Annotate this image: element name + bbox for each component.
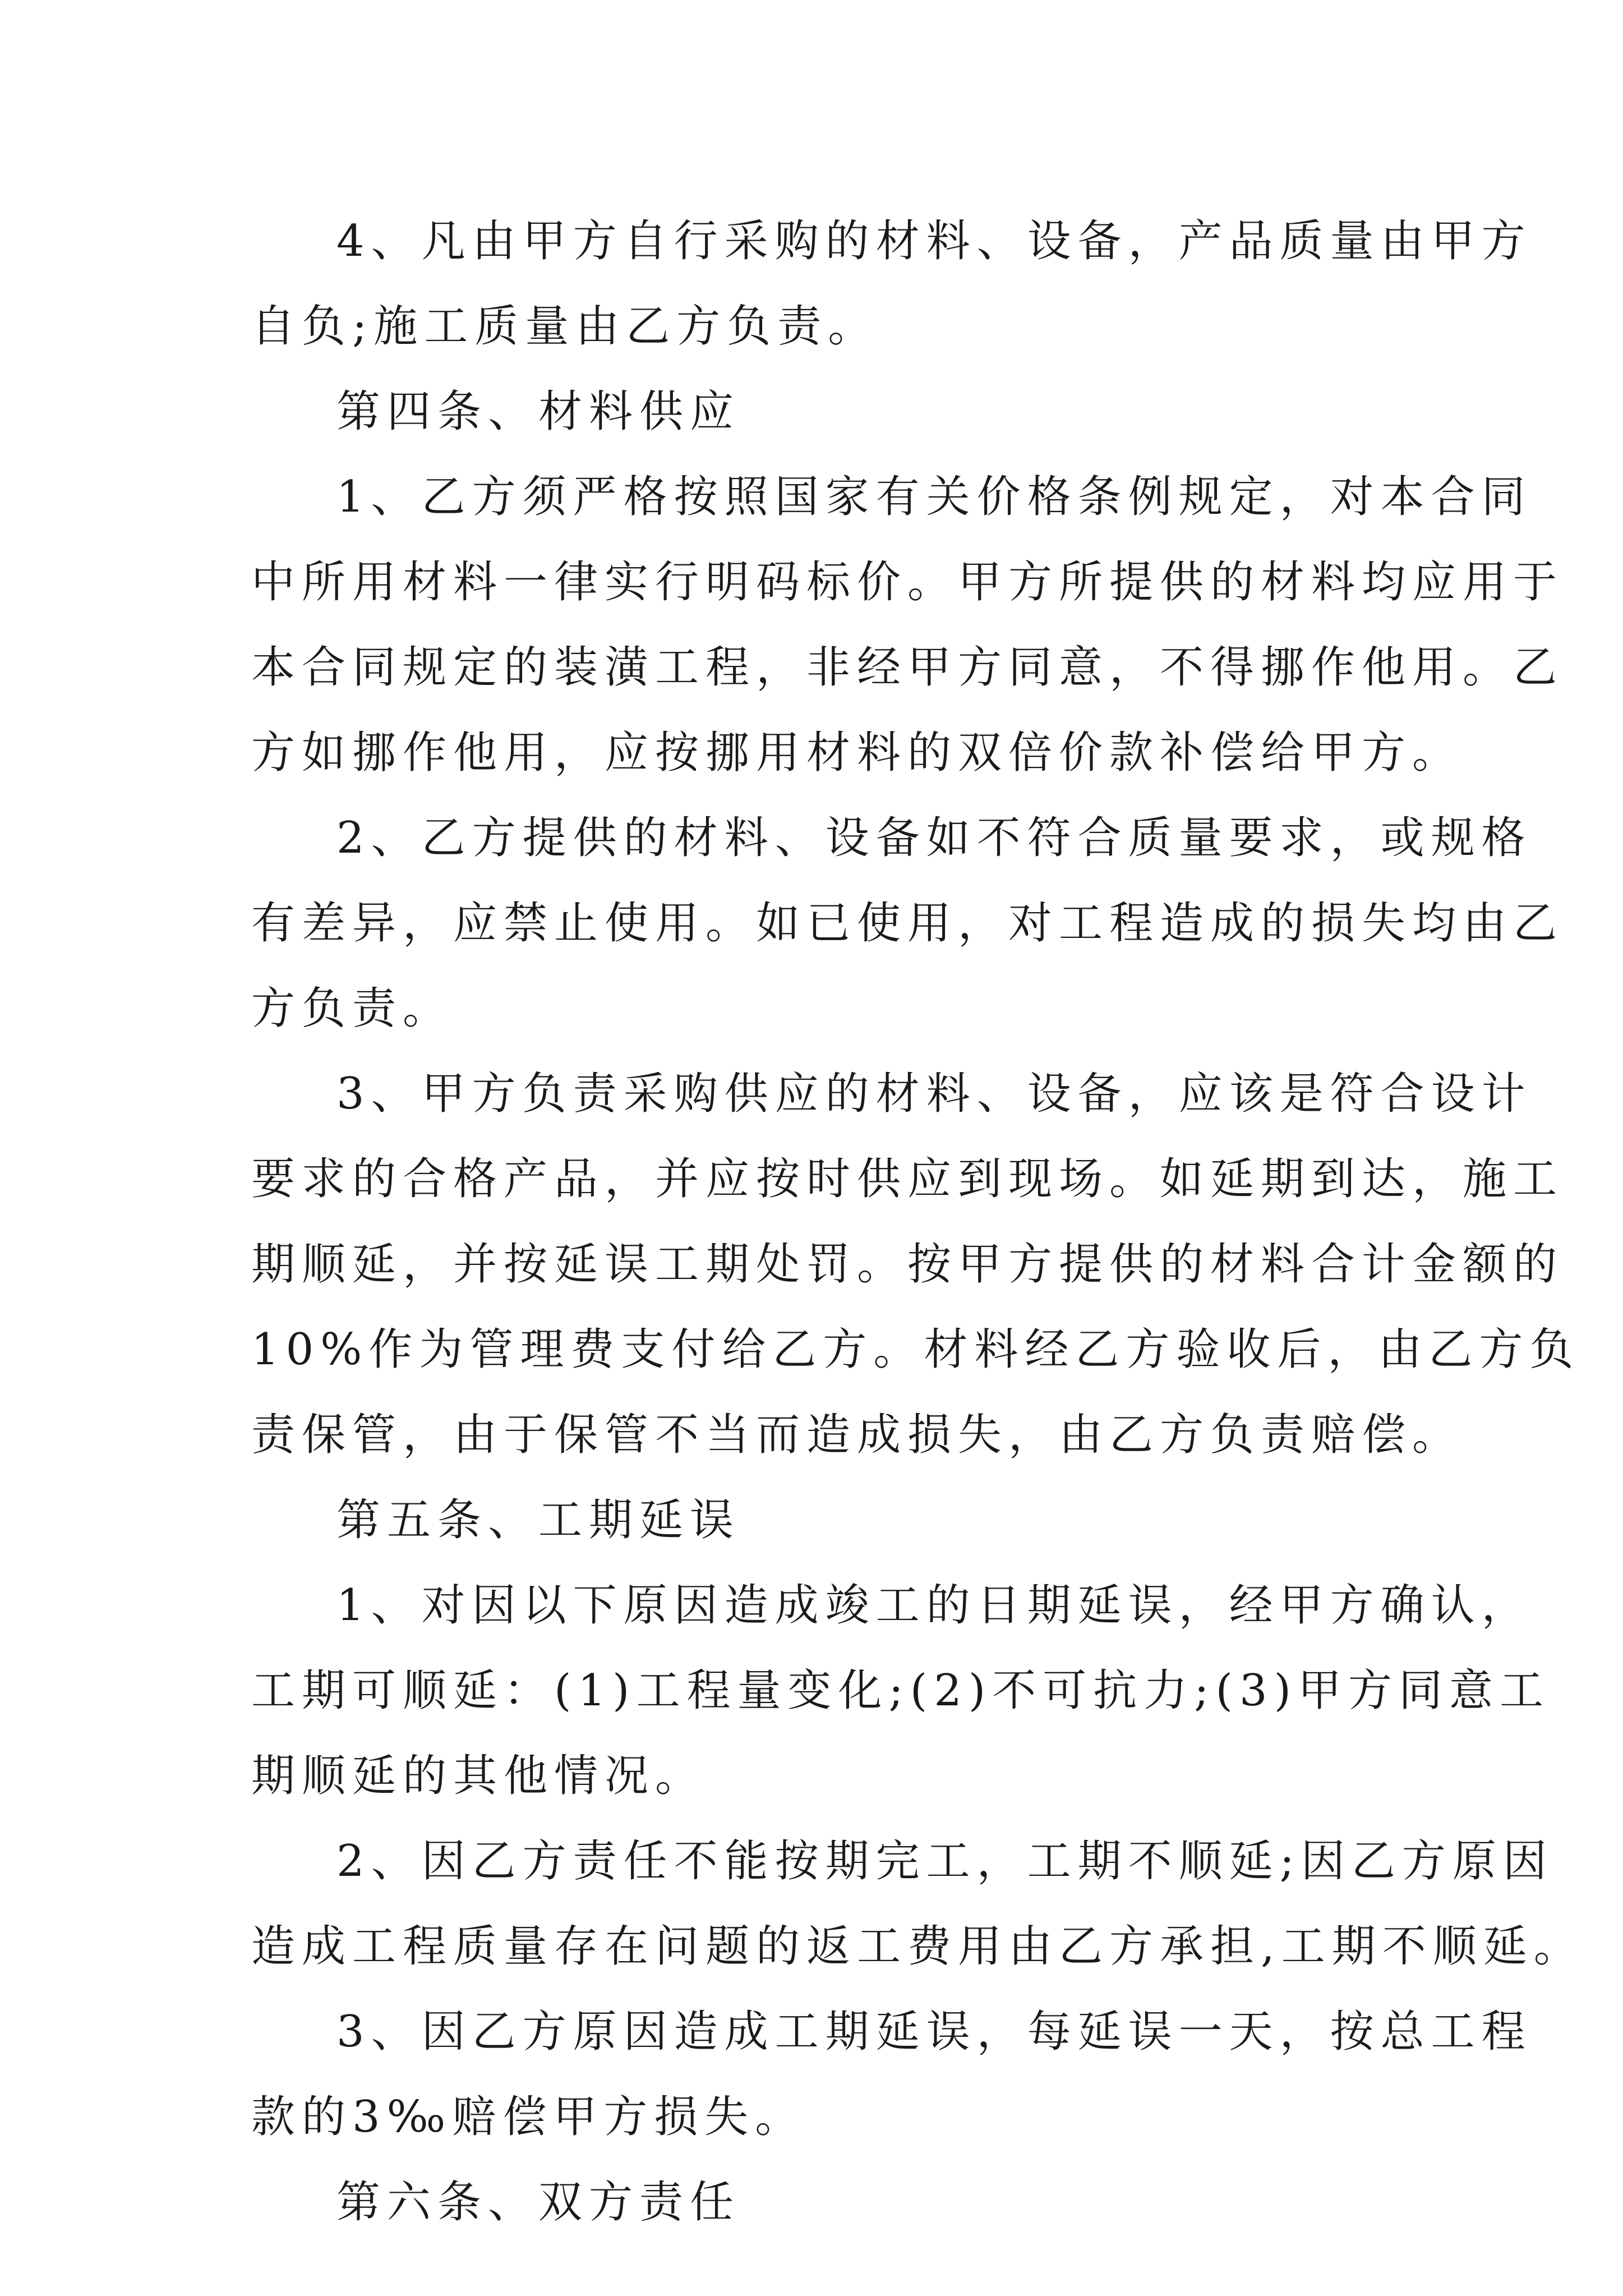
text-line: 中所用材料一律实行明码标价。甲方所提供的材料均应用于 [251, 557, 1564, 608]
text-line: 期顺延，并按延误工期处罚。按甲方提供的材料合计金额的 [251, 1239, 1564, 1290]
text-line: 3、甲方负责采购供应的材料、设备，应该是符合设计 [336, 1069, 1532, 1119]
text-line: 本合同规定的装潢工程，非经甲方同意，不得挪作他用。乙 [251, 642, 1564, 693]
text-line: 4、凡由甲方自行采购的材料、设备，产品质量由甲方 [336, 216, 1532, 266]
text-line: 2、因乙方责任不能按期完工，工期不顺延;因乙方原因 [336, 1836, 1553, 1887]
text-line: 10%作为管理费支付给乙方。材料经乙方验收后，由乙方负 [251, 1324, 1580, 1375]
text-line: 自负;施工质量由乙方负责。 [251, 301, 879, 352]
text-line: 1、乙方须严格按照国家有关价格条例规定，对本合同 [336, 472, 1532, 522]
text-line: 1、对因以下原因造成竣工的日期延误，经甲方确认， [336, 1580, 1532, 1631]
text-line: 要求的合格产品，并应按时供应到现场。如延期到达，施工 [251, 1154, 1564, 1204]
section-heading: 第五条、工期延误 [336, 1495, 741, 1545]
text-line: 方负责。 [251, 983, 454, 1034]
section-heading: 第六条、双方责任 [336, 2177, 741, 2228]
text-line: 工期可顺延：(1)工程量变化;(2)不可抗力;(3)甲方同意工 [251, 1665, 1551, 1716]
text-line: 期顺延的其他情况。 [251, 1751, 706, 1801]
text-line: 方如挪作他用，应按挪用材料的双倍价款补偿给甲方。 [251, 728, 1463, 778]
section-heading: 第四条、材料供应 [336, 386, 741, 437]
text-line: 造成工程质量存在问题的返工费用由乙方承担,工期不顺延。 [251, 1921, 1584, 1972]
text-line: 2、乙方提供的材料、设备如不符合质量要求，或规格 [336, 813, 1532, 863]
text-line: 责保管，由于保管不当而造成损失，由乙方负责赔偿。 [251, 1410, 1463, 1460]
text-line: 款的3‰赔偿甲方损失。 [251, 2092, 806, 2142]
text-line: 3、因乙方原因造成工期延误，每延误一天，按总工程 [336, 2007, 1532, 2057]
text-line: 有差异，应禁止使用。如已使用，对工程造成的损失均由乙 [251, 898, 1564, 949]
